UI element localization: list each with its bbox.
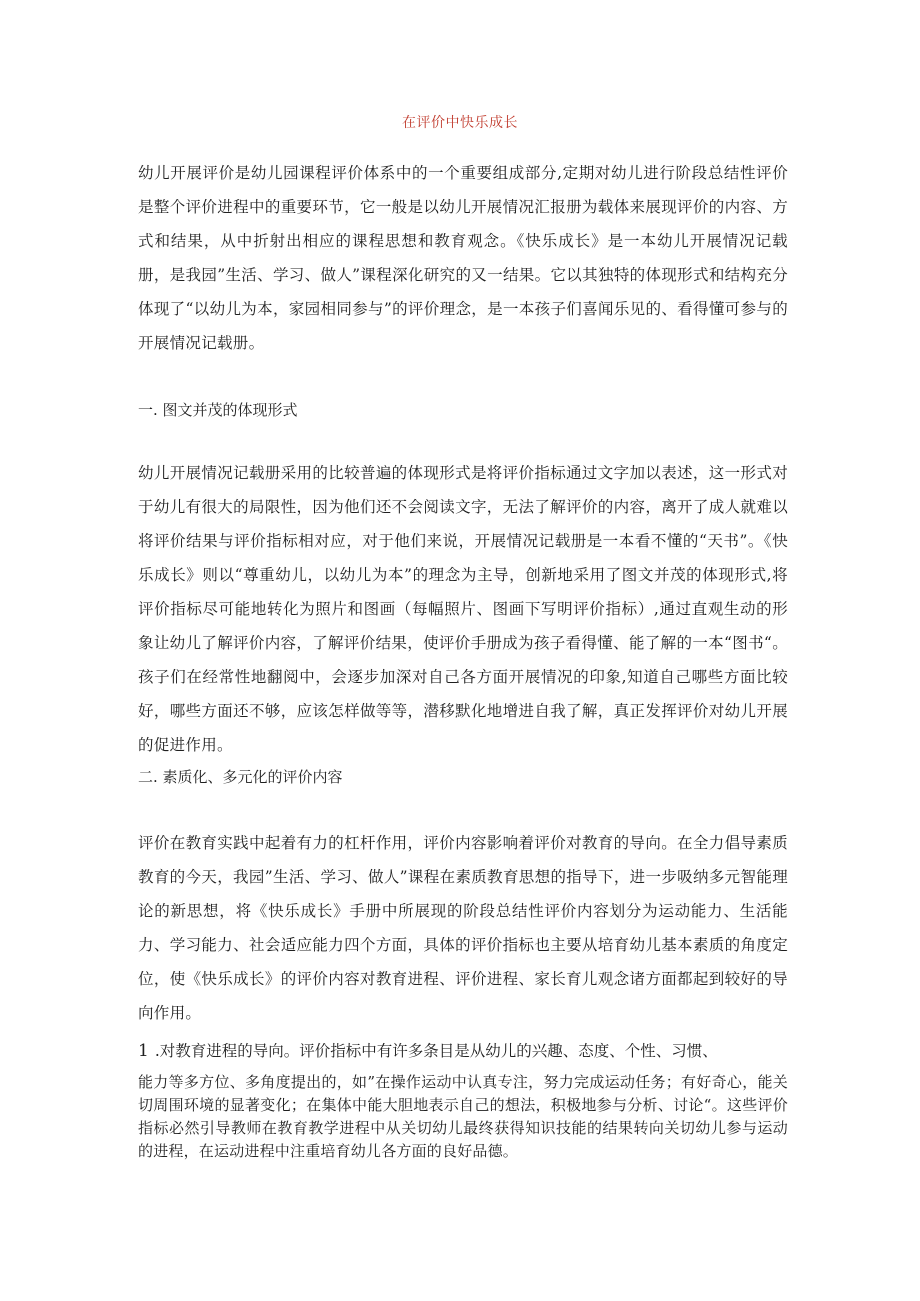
document-title: 在评价中快乐成长: [402, 115, 518, 131]
section-2-paragraph: 评价在教育实践中起着有力的杠杆作用，评价内容影响着评价对教育的导向。在全力倡导素质教育的今天，我园”生活、学习、做人”课程在素质教育思想的指导下，进一步吸纳多元智能理论的新思想，将《快乐成长》手册中所展现的阶段总结性评价内容划分为运动能力、生活能力、学习能力、社会适应能力四个方面，具体的评价指标也主要从培育幼儿基本素质的角度定位，使《快乐成长》的评价内容对教育进程、评价进程、家长育儿观念诸方面都起到较好的导向作用。: [138, 834, 788, 1022]
section-1-paragraph: 幼儿开展情况记载册采用的比较普遍的体现形式是将评价指标通过文字加以表述，这一形式对于幼儿有很大的局限性，因为他们还不会阅读文字，无法了解评价的内容，离开了成人就难以将评价结果与评价指标相对应，对于他们来说，开展情况记载册是一本看不懂的“天书”。《快乐成长》则以“尊重幼儿，以幼儿为本”的理念为主导，创新地采用了图文并茂的体现形式,将评价指标尽可能地转化为照片和图画（每幅照片、图画下写明评价指标）,通过直观生动的形象让幼儿了解评价内容，了解评价结果，使评价手册成为孩子看得懂、能了解的一本“图书“。孩子们在经常性地翻阅中，会逐步加深对自己各方面开展情况的印象,知道自己哪些方面比较好，哪些方面还不够，应该怎样做等等，潜移默化地增进自我了解，真正发挥评价对幼儿开展的促进作用。: [138, 464, 788, 754]
section-1-heading: 一. 图文并茂的体现形式: [138, 401, 298, 419]
intro-paragraph: 幼儿开展评价是幼儿园课程评价体系中的一个重要组成部分,定期对幼儿进行阶段总结性评价是整个评价进程中的重要环节，它一般是以幼儿开展情况汇报册为载体来展现评价的内容、方式和结果，从中折射出相应的课程思想和教育观念。《快乐成长》是一本幼儿开展情况记载册，是我园”生活、学习、做人”课程深化研究的又一结果。它以其独特的体现形式和结构充分体现了“以幼儿为本，家园相同参与”的评价理念，是一本孩子们喜闻乐见的、看得懂可参与的开展情况记载册。: [138, 164, 788, 352]
item-1-paragraph: 能力等多方位、多角度提出的，如”在操作运动中认真专注，努力完成运动任务；有好奇心，能关切周围环境的显著变化；在集体中能大胆地表示自己的想法，积极地参与分析、讨论“。这些评价指标必然引导教师在教育教学进程中从关切幼儿最终获得知识技能的结果转向关切幼儿参与运动的进程，在运动进程中注重培育幼儿各方面的良好品德。: [138, 1073, 788, 1160]
item-1-heading-text: .对教育进程的导向。评价指标中有许多条目是从幼儿的兴趣、态度、个性、习惯、: [154, 1042, 718, 1060]
section-2-heading: 二. 素质化、多元化的评价内容: [138, 768, 343, 786]
item-1-number: 1: [138, 1041, 149, 1061]
item-1-heading: [138, 1040, 788, 1062]
